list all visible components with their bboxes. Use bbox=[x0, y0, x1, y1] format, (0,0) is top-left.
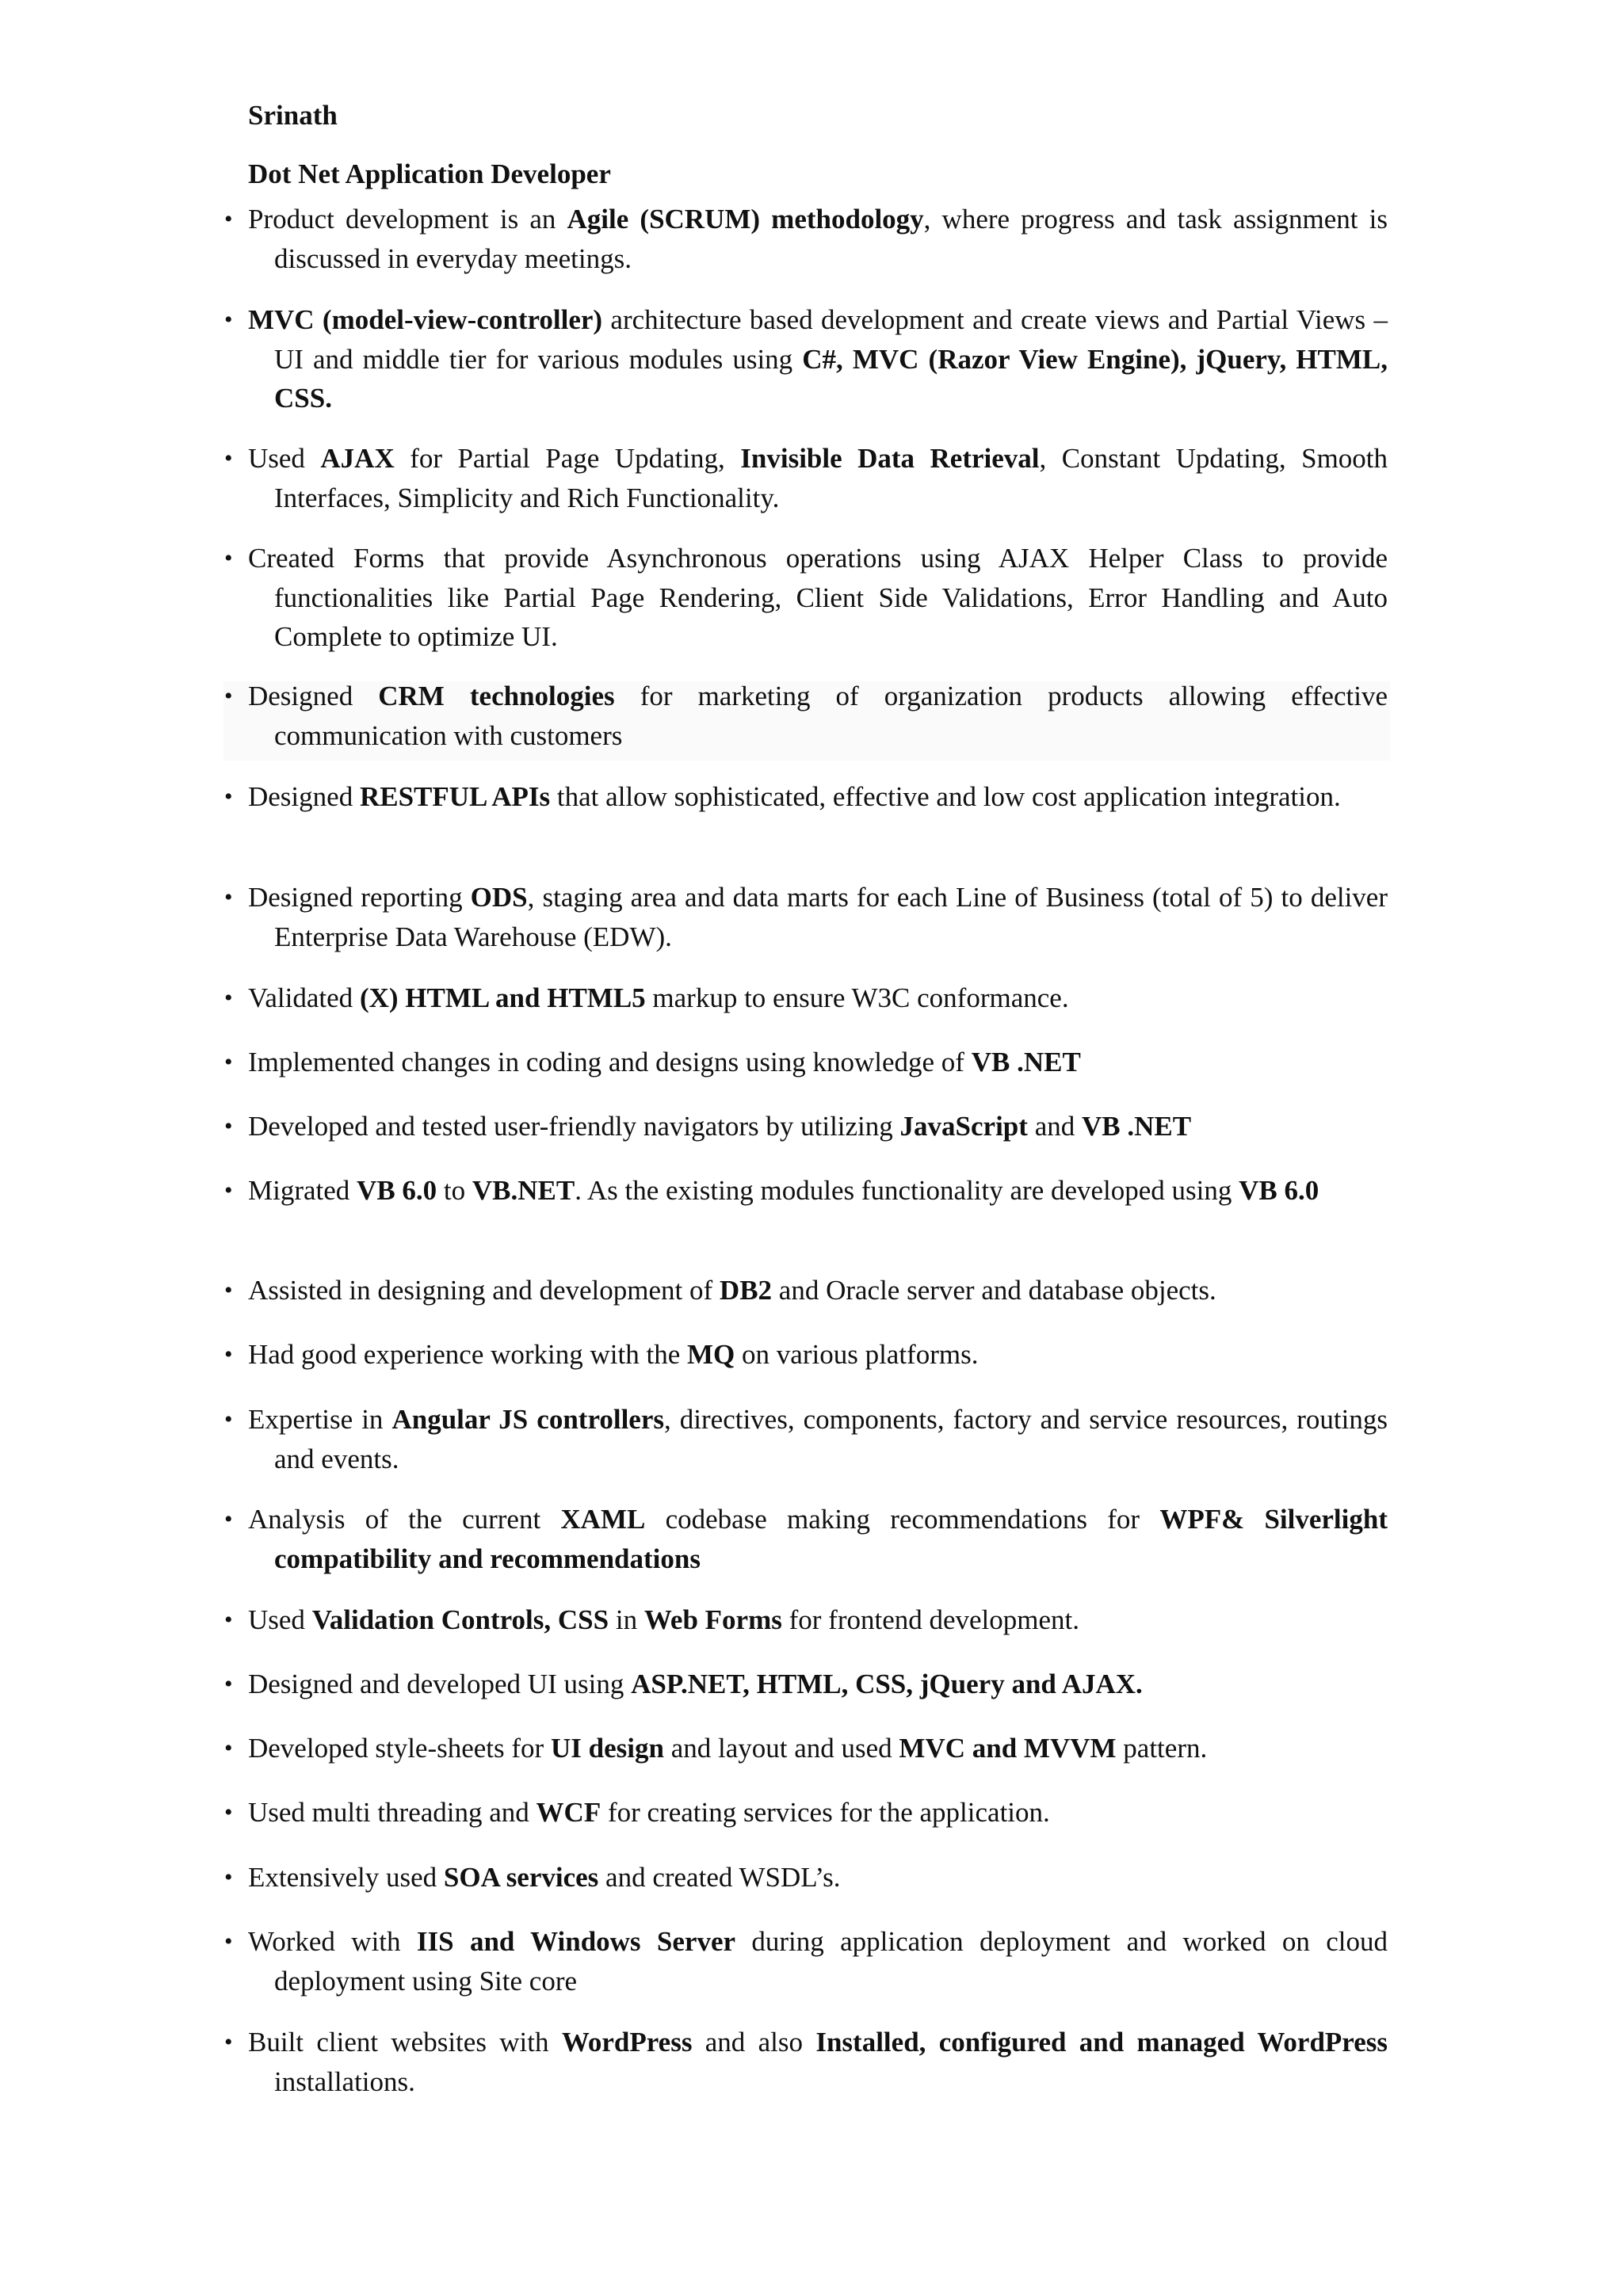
bullet-text bbox=[248, 1729, 1388, 1768]
bullet-text bbox=[248, 539, 1388, 657]
bullet-icon: • bbox=[224, 1864, 233, 1890]
bullet-icon: • bbox=[224, 1177, 233, 1203]
bullet-text bbox=[248, 439, 1388, 517]
bold-text-segment: Web Forms bbox=[643, 1604, 782, 1635]
text-segment: . As the existing modules functionality are developed using bbox=[575, 1175, 1239, 1206]
bullet-text bbox=[248, 1400, 1388, 1478]
bullet-item bbox=[224, 1793, 1388, 1833]
bold-text-segment: Angular JS controllers bbox=[391, 1404, 664, 1435]
bold-text-segment: MQ bbox=[687, 1339, 735, 1370]
text-segment: to bbox=[437, 1175, 472, 1206]
bold-text-segment: VB 6.0 bbox=[357, 1175, 437, 1206]
bold-text-segment: WCF bbox=[536, 1797, 601, 1828]
bullet-text bbox=[248, 1600, 1388, 1640]
text-segment: pattern. bbox=[1116, 1733, 1208, 1764]
bullet-item bbox=[224, 1335, 1388, 1375]
bullet-item bbox=[224, 777, 1388, 817]
text-segment: Built client websites with bbox=[248, 2027, 562, 2058]
candidate-name: Srinath bbox=[248, 100, 338, 131]
text-segment: Validated bbox=[248, 982, 360, 1013]
bold-text-segment: XAML bbox=[560, 1504, 646, 1535]
bullet-item bbox=[224, 200, 1388, 278]
bullet-item bbox=[224, 1729, 1388, 1768]
bold-text-segment: VB.NET bbox=[472, 1175, 575, 1206]
bullet-icon: • bbox=[224, 1506, 233, 1532]
text-segment: and bbox=[1027, 1111, 1082, 1142]
bullet-icon: • bbox=[224, 884, 233, 910]
bullet-item bbox=[224, 1271, 1388, 1310]
bold-text-segment: JavaScript bbox=[899, 1111, 1028, 1142]
text-segment: for frontend development. bbox=[781, 1604, 1080, 1635]
bullet-icon: • bbox=[224, 1049, 233, 1075]
bold-text-segment: CRM technologies bbox=[378, 681, 615, 711]
bullet-item bbox=[224, 1043, 1388, 1082]
bullet-text bbox=[248, 1793, 1388, 1833]
bold-text-segment: MVC and MVVM bbox=[899, 1733, 1117, 1764]
text-segment: and also bbox=[692, 2027, 816, 2058]
bullet-item bbox=[224, 1171, 1388, 1211]
text-segment: for marketing of organization products allowing effective communication with customers bbox=[274, 681, 1388, 751]
text-segment: on various platforms. bbox=[735, 1339, 979, 1370]
text-segment: installations. bbox=[274, 2065, 415, 2097]
text-segment: in bbox=[609, 1604, 644, 1635]
bullet-text bbox=[248, 1335, 1388, 1375]
text-segment: , Constant Updating, Smooth Interfaces, Simplicity and Rich Functionality. bbox=[274, 443, 1388, 513]
bullet-icon: • bbox=[224, 1341, 233, 1367]
bullet-text bbox=[248, 1922, 1388, 2000]
text-segment: for creating services for the application. bbox=[601, 1797, 1050, 1828]
bullet-item bbox=[224, 1400, 1388, 1478]
bullet-icon: • bbox=[224, 1799, 233, 1825]
text-segment: Worked with bbox=[248, 1926, 417, 1957]
bold-text-segment: Installed, configured and managed WordPress bbox=[815, 2027, 1388, 2058]
job-title: Dot Net Application Developer bbox=[248, 158, 611, 189]
bullet-icon: • bbox=[224, 1607, 233, 1633]
bold-text-segment: WPF& Silverlight compatibility and recommendations bbox=[274, 1504, 1388, 1574]
bullet-item bbox=[224, 300, 1388, 418]
bold-text-segment: SOA services bbox=[443, 1862, 599, 1893]
bullet-icon: • bbox=[224, 545, 233, 571]
text-segment: Used bbox=[248, 443, 321, 474]
bullet-item bbox=[224, 539, 1388, 657]
bullet-text bbox=[248, 978, 1388, 1018]
bullet-item bbox=[224, 1922, 1388, 2000]
text-segment: and created WSDL’s. bbox=[598, 1862, 841, 1893]
bold-text-segment: IIS and Windows Server bbox=[416, 1926, 736, 1957]
bullet-text bbox=[248, 777, 1388, 817]
text-segment: Designed and developed UI using bbox=[248, 1669, 632, 1699]
text-segment: for Partial Page Updating, bbox=[394, 443, 741, 474]
bullet-text bbox=[248, 878, 1388, 956]
text-segment: Designed reporting bbox=[248, 882, 471, 913]
text-segment: Developed style-sheets for bbox=[248, 1733, 551, 1764]
text-segment: markup to ensure W3C conformance. bbox=[645, 982, 1069, 1013]
bullet-text bbox=[248, 1043, 1388, 1082]
bold-text-segment: ODS bbox=[470, 882, 528, 913]
bullet-item bbox=[224, 2023, 1388, 2101]
bullet-text bbox=[248, 300, 1388, 418]
bullet-icon: • bbox=[224, 1671, 233, 1697]
bullet-item bbox=[224, 1500, 1388, 1578]
bold-text-segment: VB .NET bbox=[971, 1047, 1081, 1077]
text-segment: , staging area and data marts for each Line of Business (total of 5) to deliver Enterprise Data Warehouse (EDW). bbox=[274, 882, 1388, 952]
bullet-text bbox=[248, 1858, 1388, 1897]
text-segment: Migrated bbox=[248, 1175, 357, 1206]
text-segment: Assisted in designing and development of bbox=[248, 1275, 720, 1306]
bold-text-segment: (X) HTML and HTML5 bbox=[359, 982, 646, 1013]
bullet-icon: • bbox=[224, 206, 233, 232]
text-segment: Used bbox=[248, 1604, 312, 1635]
bullet-text bbox=[248, 1171, 1388, 1211]
bullet-text bbox=[248, 1271, 1388, 1310]
bold-text-segment: AJAX bbox=[320, 443, 395, 474]
bullet-item bbox=[224, 878, 1388, 956]
bullet-item bbox=[224, 1858, 1388, 1897]
text-segment: Designed bbox=[248, 681, 379, 711]
bold-text-segment: DB2 bbox=[719, 1275, 773, 1306]
text-segment: and Oracle server and database objects. bbox=[772, 1275, 1216, 1306]
bold-text-segment: Invisible Data Retrieval bbox=[740, 443, 1040, 474]
text-segment: Product development is an bbox=[248, 204, 567, 235]
bullet-text bbox=[248, 1107, 1388, 1146]
text-segment: codebase making recommendations for bbox=[645, 1504, 1160, 1535]
bold-text-segment: RESTFUL APIs bbox=[359, 781, 551, 812]
bullet-icon: • bbox=[224, 683, 233, 709]
bullet-icon: • bbox=[224, 1113, 233, 1139]
bullet-item bbox=[224, 1107, 1388, 1146]
bullet-item bbox=[224, 1600, 1388, 1640]
bullet-icon: • bbox=[224, 445, 233, 471]
bold-text-segment: MVC (model-view-controller) bbox=[248, 304, 603, 335]
bullet-text bbox=[248, 1500, 1388, 1578]
bold-text-segment: WordPress bbox=[561, 2027, 693, 2058]
text-segment: Expertise in bbox=[248, 1404, 392, 1435]
bullet-item bbox=[224, 978, 1388, 1018]
bullet-icon: • bbox=[224, 307, 233, 333]
bullet-icon: • bbox=[224, 1406, 233, 1432]
bullet-icon: • bbox=[224, 1277, 233, 1303]
text-segment: , where progress and task assignment is discussed in everyday meetings. bbox=[274, 204, 1388, 274]
bullet-icon: • bbox=[224, 2029, 233, 2055]
text-segment: Used multi threading and bbox=[248, 1797, 537, 1828]
bullet-icon: • bbox=[224, 985, 233, 1011]
text-segment: Analysis of the current bbox=[248, 1504, 561, 1535]
bullet-icon: • bbox=[224, 1928, 233, 1955]
text-segment: Extensively used bbox=[248, 1862, 444, 1893]
bullet-text bbox=[248, 2023, 1388, 2101]
text-segment: Created Forms that provide Asynchronous operations using AJAX Helper Class to provide functionalities like Partial Page Rendering, Client Side Validations, Error Handling and Auto Complete to optimize UI. bbox=[248, 543, 1388, 652]
bullet-item bbox=[224, 439, 1388, 517]
bold-text-segment: Validation Controls, CSS bbox=[311, 1604, 609, 1635]
bullet-icon: • bbox=[224, 1735, 233, 1761]
bold-text-segment: ASP.NET, HTML, CSS, jQuery and AJAX. bbox=[631, 1669, 1143, 1699]
bold-text-segment: C#, MVC (Razor View Engine), jQuery, HTML, CSS. bbox=[274, 343, 1388, 414]
text-segment: Developed and tested user-friendly navigators by utilizing bbox=[248, 1111, 900, 1142]
text-segment: and layout and used bbox=[663, 1733, 899, 1764]
text-segment: Implemented changes in coding and designs using knowledge of bbox=[248, 1047, 972, 1077]
bold-text-segment: Agile (SCRUM) methodology bbox=[567, 204, 924, 235]
bullet-text bbox=[248, 200, 1388, 278]
bullet-text bbox=[248, 1665, 1388, 1704]
bullet-icon: • bbox=[224, 784, 233, 810]
text-segment: during application deployment and worked on cloud deployment using Site core bbox=[274, 1926, 1388, 1997]
text-segment: , directives, components, factory and service resources, routings and events. bbox=[274, 1404, 1388, 1474]
bullet-text bbox=[248, 677, 1388, 755]
bold-text-segment: VB .NET bbox=[1081, 1111, 1192, 1142]
text-segment: Designed bbox=[248, 781, 360, 812]
text-segment: Had good experience working with the bbox=[248, 1339, 688, 1370]
bullet-item bbox=[224, 677, 1388, 755]
bullet-item bbox=[224, 1665, 1388, 1704]
bold-text-segment: VB 6.0 bbox=[1239, 1175, 1319, 1206]
text-segment: architecture based development and create views and Partial Views – UI and middle tier for various modules using bbox=[274, 304, 1388, 375]
bold-text-segment: UI design bbox=[550, 1733, 664, 1764]
text-segment: that allow sophisticated, effective and low cost application integration. bbox=[550, 781, 1341, 812]
